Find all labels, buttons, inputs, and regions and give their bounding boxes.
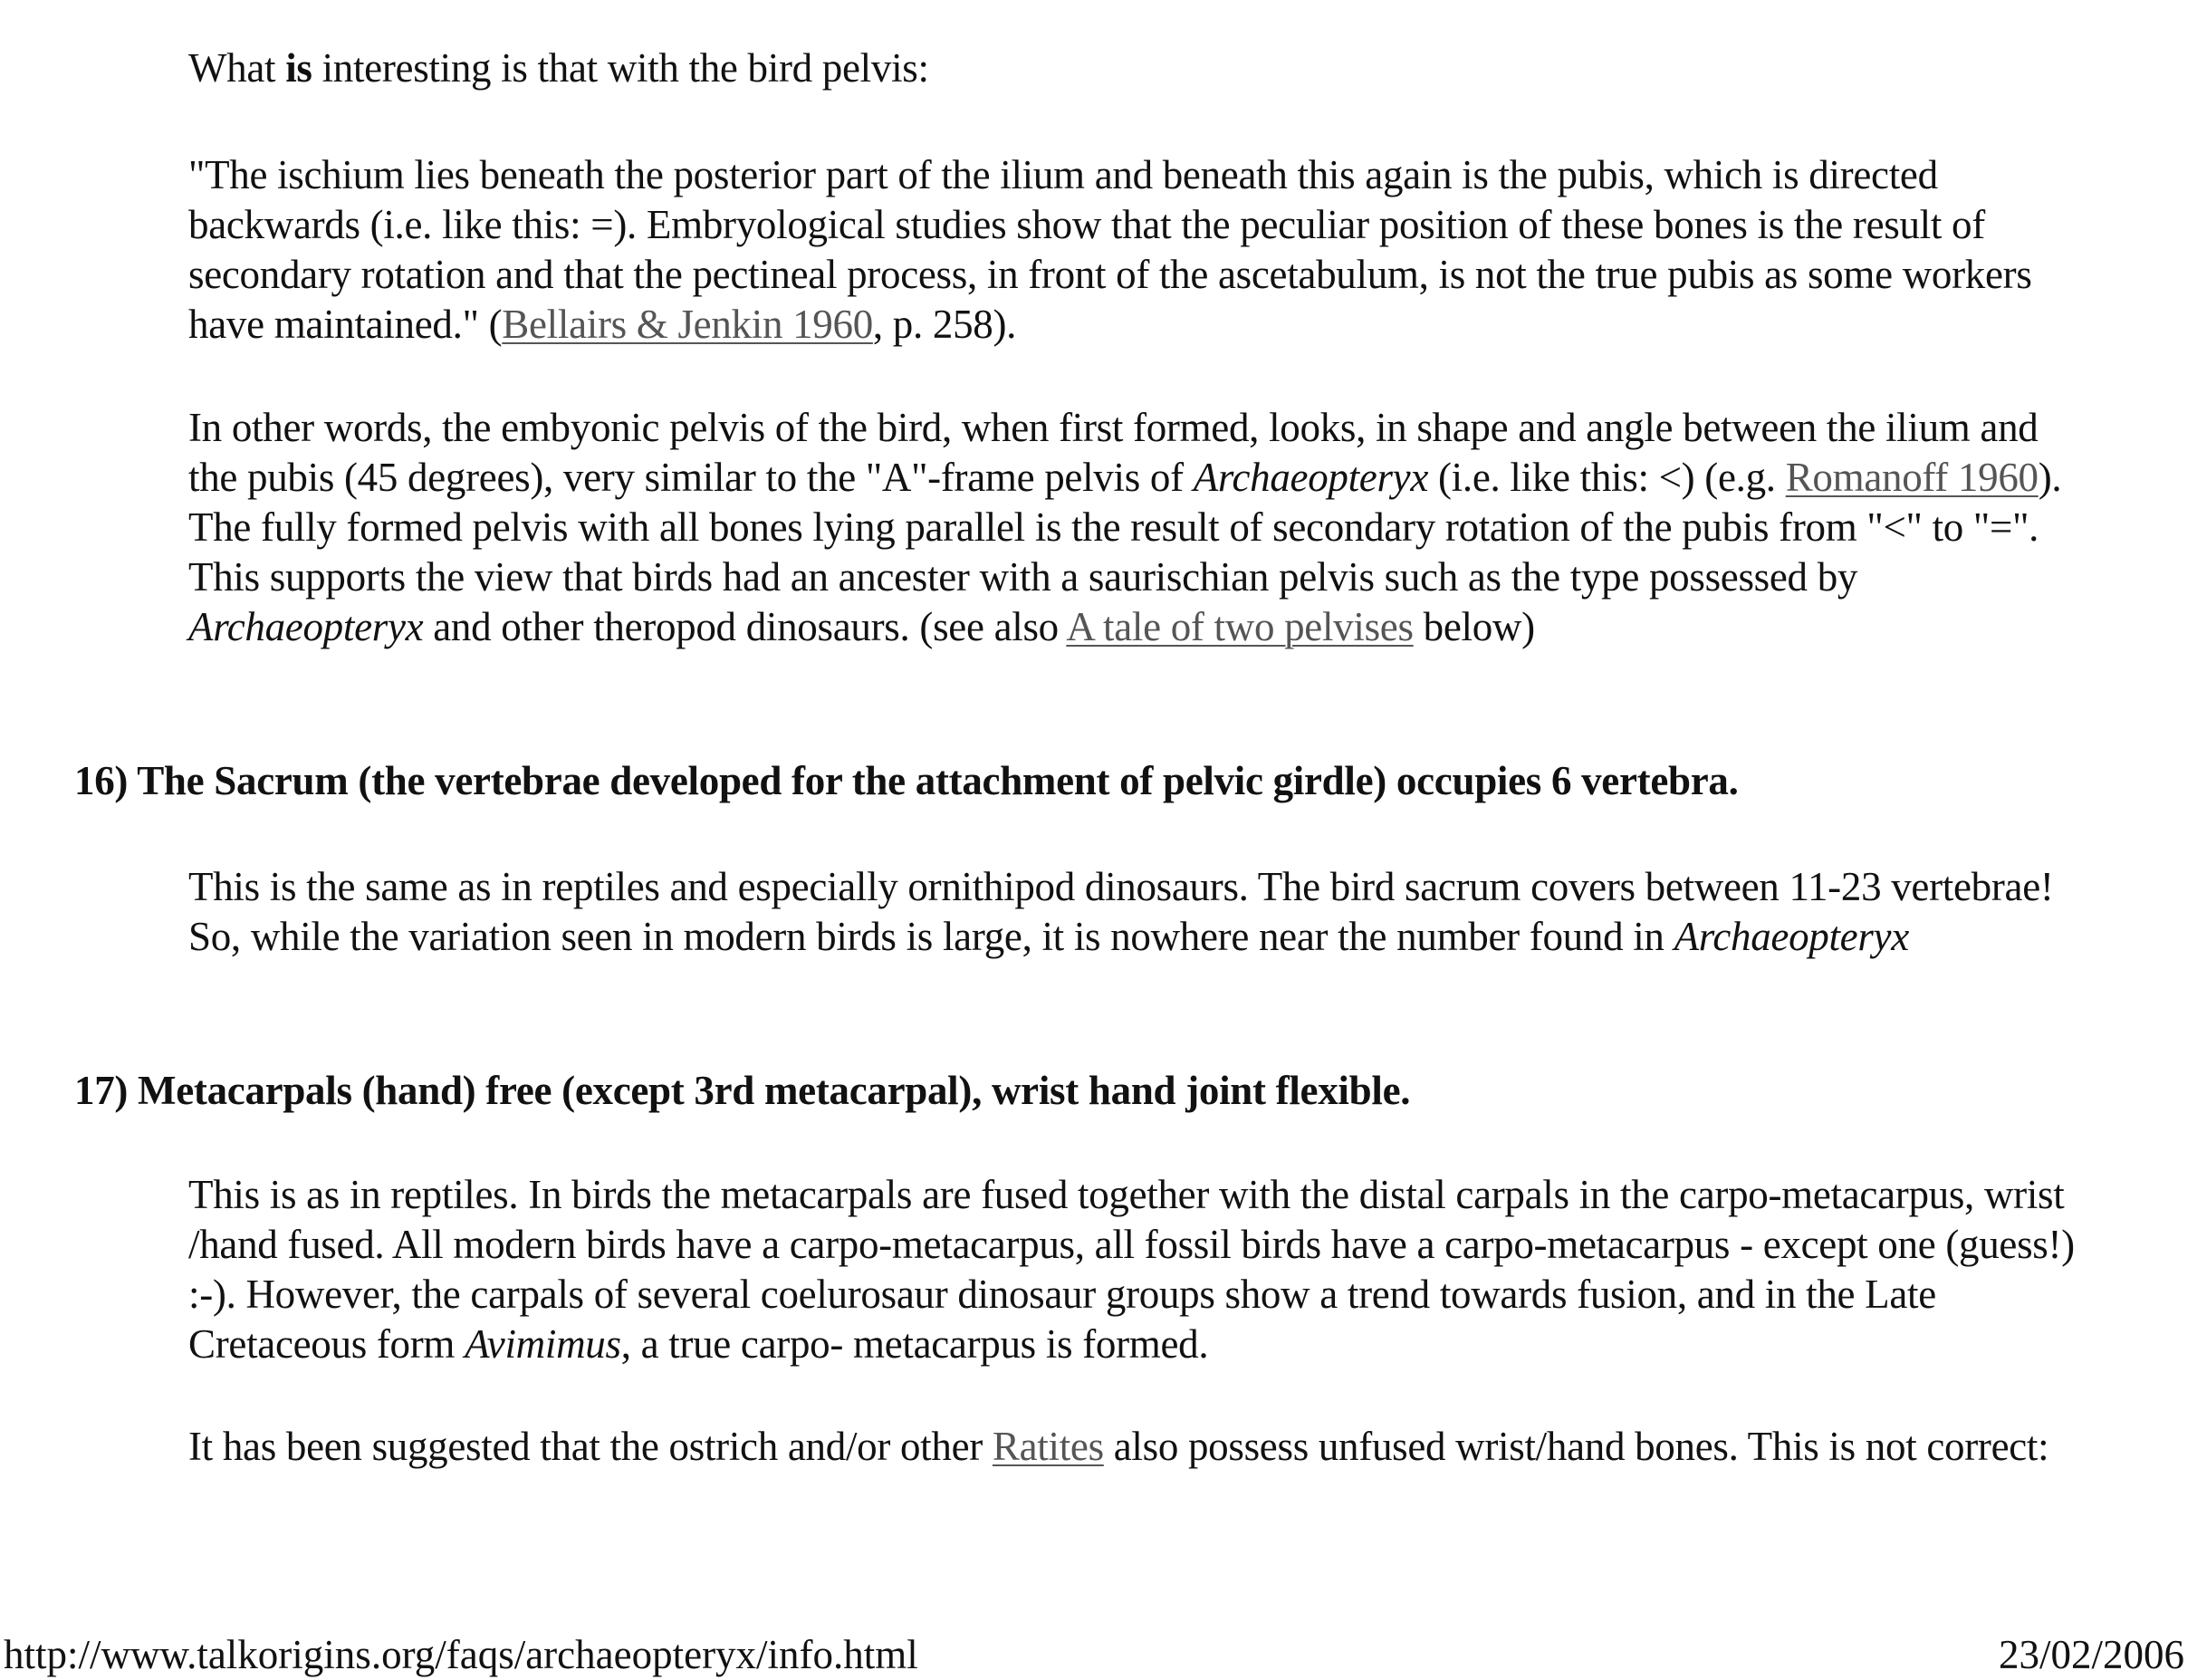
para2-italic-1: Archaeopteryx (1193, 455, 1429, 500)
para16-text: This is the same as in reptiles and especially ornithipod dinosaurs. The bird sacrum covers between 11-23 vertebrae! So, while the variation seen in modern birds is large, it is nowhere near the number found in (188, 864, 2054, 959)
para2-text-4: and other theropod dinosaurs. (see also (423, 604, 1067, 649)
intro-text-end: interesting is that with the bird pelvis: (312, 45, 929, 91)
para17-text-1: This is as in reptiles. In birds the metacarpals are fused together with the distal carpals in the carpo-metacarpus, wrist /hand fused. All modern birds have a carpo-metacarpus, all fossil birds have a carpo-metacarpus - except one (guess!) :-). However, the carpals of several coelurosaur dinosaur groups show a trend towards fusion, and in the Late Cretaceous form (188, 1172, 2075, 1367)
intro-paragraph (188, 43, 2090, 93)
footer-url: http://www.talkorigins.org/faqs/archaeopteryx/info.html (4, 1632, 918, 1677)
para2-text-3: ). The fully formed pelvis with all bones lying parallel is the result of secondary rotation of the pubis from "<" to "=". This supports the view that birds had an ancester with a saurischian pelvis such as the type possessed by (188, 455, 2062, 600)
para18-text-2: also possess unfused wrist/hand bones. This is not correct: (1103, 1424, 2049, 1469)
para17-italic: Avimimus (465, 1321, 621, 1367)
para2-text-2: (i.e. like this: <) (e.g. (1428, 455, 1786, 500)
link-bellairs-jenkin[interactable]: Bellairs & Jenkin 1960 (502, 302, 873, 347)
para18-text-1: It has been suggested that the ostrich and/or other (188, 1424, 993, 1469)
para17-text-2: , a true carpo- metacarpus is formed. (620, 1321, 1209, 1367)
metacarpals-paragraph (188, 1170, 2090, 1369)
quote-text: "The ischium lies beneath the posterior part of the ilium and beneath this again is the pubis, which is directed backwards (i.e. like this: =). Embryological studies show that the peculiar position of these bones is the result of secondary rotation and that the pectineal process, in front of the ascetabulum, is not the true pubis as some workers have maintained." ( (188, 152, 2032, 347)
para2-text-1: In other words, the embyonic pelvis of the bird, when first formed, looks, in shape and angle between the ilium and the pubis (45 degrees), very similar to the "A"-frame pelvis of (188, 405, 2039, 500)
para16-italic: Archaeopteryx (1674, 914, 1909, 959)
link-ratites[interactable]: Ratites (992, 1424, 1104, 1469)
heading-17-metacarpals: 17) Metacarpals (hand) free (except 3rd metacarpal), wrist hand joint flexible. (74, 1068, 1411, 1113)
link-romanoff[interactable]: Romanoff 1960 (1785, 455, 2039, 500)
heading-16-sacrum: 16) The Sacrum (the vertebrae developed for the attachment of pelvic girdle) occupies 6 vertebra. (74, 758, 1739, 803)
link-tale-of-two-pelvises[interactable]: A tale of two pelvises (1066, 604, 1414, 649)
embryonic-pelvis-paragraph (188, 403, 2090, 652)
para2-italic-2: Archaeopteryx (188, 604, 424, 649)
quote-page: , p. 258). (872, 302, 1017, 347)
para2-text-5: below) (1413, 604, 1535, 649)
intro-text: What (188, 45, 286, 91)
quote-paragraph (188, 150, 2090, 350)
ratites-paragraph (188, 1422, 2090, 1472)
intro-bold: is (285, 45, 312, 91)
footer-date: 23/02/2006 (1998, 1632, 2184, 1677)
sacrum-paragraph (188, 862, 2090, 962)
